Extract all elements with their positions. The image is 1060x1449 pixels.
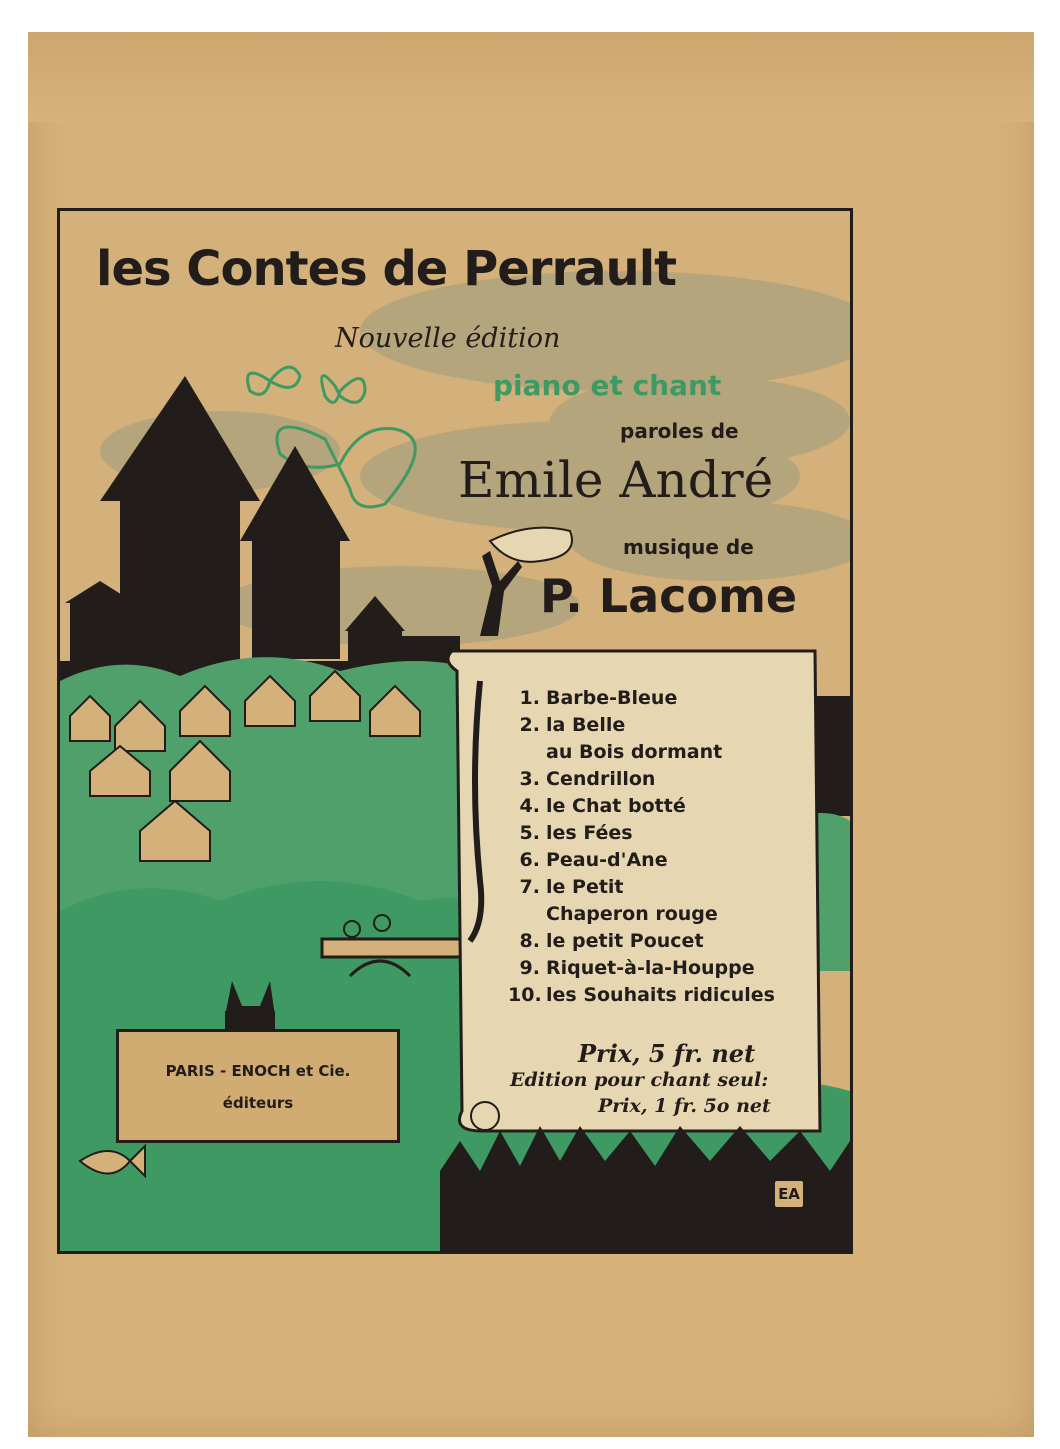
format-label: piano et chant: [493, 369, 722, 402]
song-item: 3. Cendrillon: [519, 768, 656, 790]
song-item: 1. Barbe-Bleue: [519, 687, 678, 709]
price-main: Prix, 5 fr. net: [578, 1039, 756, 1068]
composer-name: P. Lacome: [540, 569, 798, 623]
song-item: 4. le Chat botté: [519, 795, 686, 817]
publisher-line2: éditeurs: [222, 1094, 294, 1112]
voice-edition-label: Edition pour chant seul:: [510, 1069, 769, 1091]
cover-title: les Contes de Perrault: [96, 241, 677, 297]
music-prefix: musique de: [623, 535, 754, 559]
song-item: 8. le petit Poucet: [519, 930, 704, 952]
song-item: 2. la Belle: [519, 714, 626, 736]
voice-edition-price: Prix, 1 fr. 5o net: [598, 1095, 771, 1117]
song-item: 10. les Souhaits ridicules: [508, 984, 775, 1006]
edition-subtitle: Nouvelle édition: [335, 323, 561, 354]
lyrics-prefix: paroles de: [620, 419, 739, 443]
artist-monogram: EA: [773, 1179, 805, 1209]
lyricist-name: Emile André: [458, 451, 774, 509]
song-item-continuation: Chaperon rouge: [546, 903, 718, 925]
song-item: 7. le Petit: [519, 876, 624, 898]
song-item: 9. Riquet-à-la-Houppe: [519, 957, 755, 979]
publisher-signboard: [116, 1029, 400, 1143]
publisher-line1: PARIS - ENOCH et Cie.: [165, 1062, 351, 1080]
song-item-continuation: au Bois dormant: [546, 741, 723, 763]
song-item: 5. les Fées: [519, 822, 633, 844]
paper-fold: [28, 32, 1034, 122]
song-item: 6. Peau-d'Ane: [519, 849, 668, 871]
cover-frame: [57, 208, 853, 1254]
song-list: [508, 685, 775, 1009]
